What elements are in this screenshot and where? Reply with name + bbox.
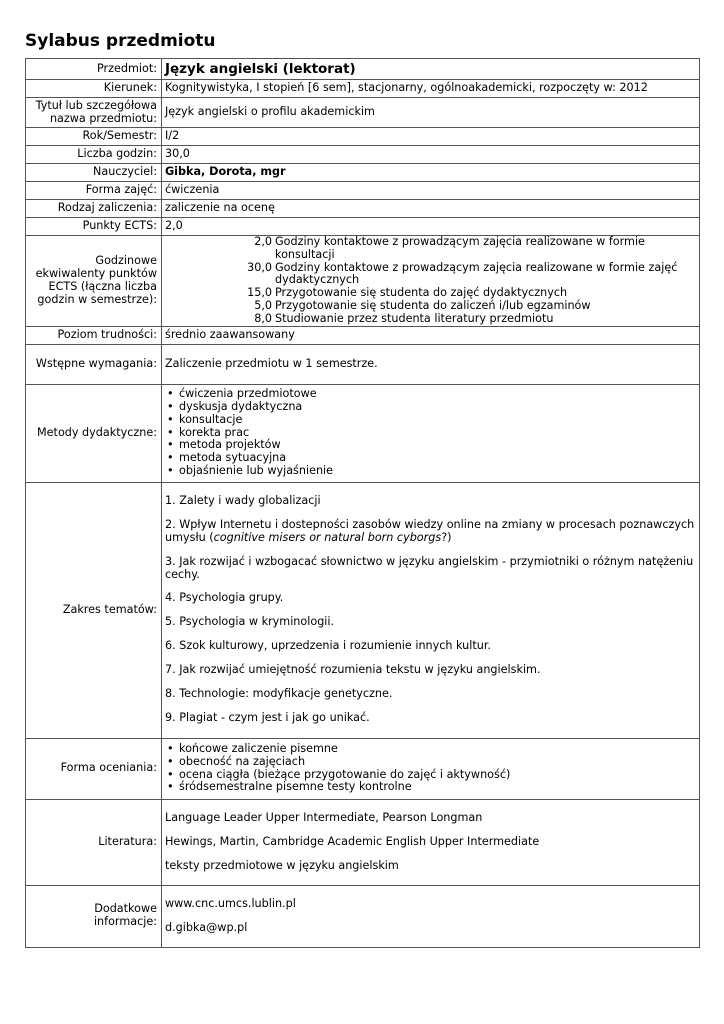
literature-item: teksty przedmiotowe w języku angielskim bbox=[165, 858, 399, 872]
row-literatura bbox=[26, 799, 700, 885]
value-zakres bbox=[162, 482, 700, 738]
topic-item: 6. Szok kulturowy, uprzedzenia i rozumienie innych kultur. bbox=[165, 639, 491, 653]
label-przedmiot: Przedmiot: bbox=[26, 59, 162, 80]
ects-hours: 2,0 bbox=[254, 235, 272, 248]
ects-text: Studiowanie przez studenta literatury przedmiotu bbox=[275, 311, 554, 325]
topic-item: 4. Psychologia grupy. bbox=[165, 591, 284, 605]
label-forma: Forma zajęć: bbox=[26, 182, 162, 200]
ects-text: Godziny kontaktowe z prowadzącym zajęcia realizowane w formie zajęć dydaktycznych bbox=[275, 260, 678, 287]
value-tytul: Język angielski o profilu akademickim bbox=[162, 98, 700, 128]
row-kierunek bbox=[26, 80, 700, 98]
label-zakres: Zakres tematów: bbox=[26, 482, 162, 738]
value-ekwiwalenty bbox=[162, 236, 700, 327]
label-metody: Metody dydaktyczne: bbox=[26, 384, 162, 482]
value-przedmiot: Język angielski (lektorat) bbox=[162, 59, 700, 80]
value-wymagania: Zaliczenie przedmiotu w 1 semestrze. bbox=[162, 344, 700, 384]
list-item: • ocena ciągła (bieżące przygotowanie do zajęć i aktywność) bbox=[165, 769, 696, 782]
topic-text: ?) bbox=[441, 530, 452, 544]
ects-text: Godziny kontaktowe z prowadzącym zajęcia realizowane w formie konsultacji bbox=[275, 235, 645, 261]
list-item: • konsultacje bbox=[165, 414, 696, 427]
list-item: • objaśnienie lub wyjaśnienie bbox=[165, 465, 696, 478]
value-metody bbox=[162, 384, 700, 482]
row-forma bbox=[26, 182, 700, 200]
topic-emphasis: cognitive misers or natural born cyborgs bbox=[213, 530, 442, 544]
topic-item: 8. Technologie: modyfikacje genetyczne. bbox=[165, 687, 393, 701]
list-item: • obecność na zajęciach bbox=[165, 756, 696, 769]
ects-hours: 15,0 bbox=[247, 286, 272, 300]
syllabus-table bbox=[25, 58, 700, 948]
topic-item: 5. Psychologia w kryminologii. bbox=[165, 615, 335, 629]
ects-hours: 30,0 bbox=[247, 260, 272, 274]
row-wymagania bbox=[26, 344, 700, 384]
list-item: • śródsemestralne pisemne testy kontrolne bbox=[165, 781, 696, 794]
ects-item bbox=[165, 300, 696, 313]
row-godziny bbox=[26, 146, 700, 164]
label-godziny: Liczba godzin: bbox=[26, 146, 162, 164]
list-item: • metoda sytuacyjna bbox=[165, 452, 696, 465]
label-kierunek: Kierunek: bbox=[26, 80, 162, 98]
row-poziom bbox=[26, 326, 700, 344]
row-nauczyciel bbox=[26, 164, 700, 182]
metody-list bbox=[165, 388, 696, 478]
label-rok: Rok/Semestr: bbox=[26, 128, 162, 146]
list-item: • dyskusja dydaktyczna bbox=[165, 401, 696, 414]
ects-hours: 8,0 bbox=[254, 311, 272, 325]
topic-item: 9. Plagiat - czym jest i jak go unikać. bbox=[165, 711, 370, 725]
row-zakres bbox=[26, 482, 700, 738]
label-literatura: Literatura: bbox=[26, 799, 162, 885]
ects-item bbox=[165, 236, 696, 262]
ects-text: Przygotowanie się studenta do zajęć dydaktycznych bbox=[275, 286, 568, 300]
label-wymagania: Wstępne wymagania: bbox=[26, 344, 162, 384]
value-nauczyciel: Gibka, Dorota, mgr bbox=[162, 164, 700, 182]
ects-item bbox=[165, 313, 696, 326]
row-rok bbox=[26, 128, 700, 146]
website-link[interactable]: www.cnc.umcs.lublin.pl bbox=[165, 896, 296, 910]
label-ects: Punkty ECTS: bbox=[26, 218, 162, 236]
value-rok: I/2 bbox=[162, 128, 700, 146]
row-przedmiot bbox=[26, 59, 700, 80]
value-kierunek: Kognitywistyka, I stopień [6 sem], stacjonarny, ogólnoakademicki, rozpoczęty w: 2012 bbox=[162, 80, 700, 98]
ects-item bbox=[165, 262, 696, 288]
ects-hours: 5,0 bbox=[254, 298, 272, 312]
ects-text: Przygotowanie się studenta do zaliczeń i/lub egzaminów bbox=[275, 298, 591, 312]
label-ocenianie: Forma oceniania: bbox=[26, 738, 162, 799]
topic-item bbox=[165, 519, 696, 545]
ocenianie-list bbox=[165, 743, 696, 794]
value-dodatkowe bbox=[162, 885, 700, 947]
row-tytul bbox=[26, 98, 700, 128]
list-item: • metoda projektów bbox=[165, 439, 696, 452]
value-godziny: 30,0 bbox=[162, 146, 700, 164]
row-ects bbox=[26, 218, 700, 236]
value-rodzaj: zaliczenie na ocenę bbox=[162, 200, 700, 218]
email-link[interactable]: d.gibka@wp.pl bbox=[165, 920, 248, 934]
value-poziom: średnio zaawansowany bbox=[162, 326, 700, 344]
literature-item: Hewings, Martin, Cambridge Academic English Upper Intermediate bbox=[165, 834, 540, 848]
list-item: • ćwiczenia przedmiotowe bbox=[165, 388, 696, 401]
list-item: • końcowe zaliczenie pisemne bbox=[165, 743, 696, 756]
label-poziom: Poziom trudności: bbox=[26, 326, 162, 344]
label-dodatkowe: Dodatkowe informacje: bbox=[26, 885, 162, 947]
value-literatura bbox=[162, 799, 700, 885]
literature-item: Language Leader Upper Intermediate, Pearson Longman bbox=[165, 810, 483, 824]
row-rodzaj bbox=[26, 200, 700, 218]
topic-item: 3. Jak rozwijać i wzbogacać słownictwo w języku angielskim - przymiotniki o różnym natężeniu cechy. bbox=[165, 554, 694, 581]
value-ocenianie bbox=[162, 738, 700, 799]
topic-item: 1. Zalety i wady globalizacji bbox=[165, 493, 321, 507]
row-dodatkowe bbox=[26, 885, 700, 947]
value-forma: ćwiczenia bbox=[162, 182, 700, 200]
list-item: • korekta prac bbox=[165, 427, 696, 440]
label-rodzaj: Rodzaj zaliczenia: bbox=[26, 200, 162, 218]
label-nauczyciel: Nauczyciel: bbox=[26, 164, 162, 182]
row-ekwiwalenty bbox=[26, 236, 700, 327]
topic-item: 7. Jak rozwijać umiejętność rozumienia tekstu w języku angielskim. bbox=[165, 663, 541, 677]
row-metody bbox=[26, 384, 700, 482]
label-tytul: Tytuł lub szczegółowa nazwa przedmiotu: bbox=[26, 98, 162, 128]
label-ekwiwalenty: Godzinowe ekwiwalenty punktów ECTS (łączna liczba godzin w semestrze): bbox=[26, 236, 162, 327]
row-ocenianie bbox=[26, 738, 700, 799]
value-ects: 2,0 bbox=[162, 218, 700, 236]
topic-text: 2. Wpływ Internetu i dostepności zasobów wiedzy online na zmiany w procesach poznawczych umysłu ( bbox=[165, 517, 695, 544]
page-title: Sylabus przedmiotu bbox=[25, 31, 216, 51]
